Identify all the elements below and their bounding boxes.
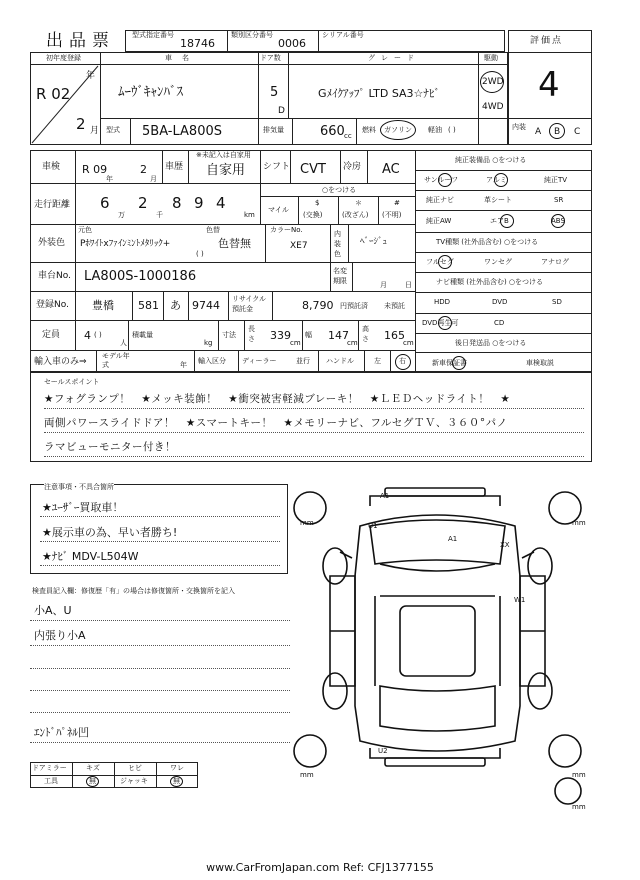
reg-area: 豊橋 <box>92 299 114 312</box>
color-change-value: 色替無 <box>218 237 251 250</box>
color-no-value: XE7 <box>290 241 308 251</box>
mileage-label: 走行距離 <box>34 200 71 210</box>
name-change-month: 月 <box>380 281 387 289</box>
missing-tools: 工具 <box>44 777 58 785</box>
model-designation-value: 18746 <box>180 37 215 50</box>
reg-number: 9744 <box>192 299 220 312</box>
diag-mm-5: mm <box>572 803 586 811</box>
int-color-value: ﾍﾞｰｼﾞｭ <box>360 237 388 247</box>
mileage-unknown-bot: (不明) <box>382 211 402 219</box>
mileage-exchange-bot: (交換) <box>303 211 323 219</box>
notes-label: 注意事項・不具合箇所 <box>44 483 114 491</box>
int-color-label: 内装色 <box>334 230 341 258</box>
notes-line-3: ★ﾅﾋﾞ MDV-L504W <box>42 550 139 563</box>
name-change-label: 名変期限 <box>333 267 347 285</box>
navi-dvd-play-circle <box>438 316 452 330</box>
color-value: Pﾎﾜｲﾄxﾌｧｲﾝﾐﾝﾄﾒﾀﾘｯｸ+ <box>80 239 171 249</box>
first-reg-month: 2 <box>76 115 86 133</box>
capacity-value: 4 <box>84 329 91 342</box>
missing-jack-mark: 無 <box>173 777 180 785</box>
tv-type-label: TV種類 (社外品含む) ○をつける <box>436 238 539 246</box>
tv-oneseg: ワンセグ <box>484 258 512 266</box>
genuine-equip-label: 純正装備品 ○をつける <box>455 156 527 164</box>
fuel-label: 燃料 <box>362 126 376 134</box>
usage-label: 車歴 <box>165 162 184 172</box>
equip-sr: SR <box>554 196 564 204</box>
height-value: 165 <box>384 329 405 342</box>
diag-u2: U2 <box>378 747 388 755</box>
import-parallel: 並行 <box>296 357 310 365</box>
inspector-label: 検査員記入欄：修復歴「有」の場合は修復箇所・交換箇所を記入 <box>32 587 235 595</box>
dim-label: 寸法 <box>222 331 236 339</box>
first-reg-year: R 02 <box>36 85 71 103</box>
diag-mm-1: mm <box>300 519 314 527</box>
navi-dvd: DVD <box>492 298 508 306</box>
doors-label: ドア数 <box>260 54 281 62</box>
equip-sunroof-circle <box>438 173 452 187</box>
eval-score: 4 <box>538 65 560 105</box>
fuel-gasoline: ガソリン <box>384 126 412 134</box>
mileage-sen: 千 <box>156 211 163 219</box>
drive-label: 駆動 <box>484 54 498 62</box>
inspector-line-3: ｴﾝﾄﾞﾊﾟﾈﾙ凹 <box>34 726 89 739</box>
chassis-label: 車台No. <box>38 271 71 281</box>
interior-b-circle <box>549 123 565 139</box>
diag-w1: W1 <box>514 596 526 604</box>
shaken-year: R 09 <box>82 163 108 176</box>
equip-abs: ABS <box>551 217 565 225</box>
footer-ref: www.CarFromJapan.com Ref: CFJ1377155 <box>206 861 434 874</box>
mileage-modified-top: ＊ <box>355 199 362 207</box>
car-name-label: 車名 <box>165 54 199 62</box>
equip-navi: 純正ナビ <box>426 196 454 204</box>
first-reg-label: 初年度登録 <box>46 54 81 62</box>
usage-value: 自家用 <box>206 163 246 178</box>
grade-label: グレード <box>368 54 420 62</box>
interior-c: C <box>574 127 581 137</box>
diag-a1-top: A1 <box>380 492 390 500</box>
displacement-value: 660 <box>320 124 345 139</box>
drive-4wd: 4WD <box>482 102 504 112</box>
navi-sd: SD <box>552 298 562 306</box>
mileage-digit-3: 8 <box>172 194 182 212</box>
color-change-paren: ( ) <box>196 250 204 258</box>
mileage-exchange-top: $ <box>315 199 320 207</box>
category-label: 類別区分番号 <box>231 31 273 39</box>
recycle-unit: 円預託済 <box>340 302 368 310</box>
mileage-km: km <box>244 211 255 219</box>
capacity-label: 定員 <box>42 330 61 340</box>
shaken-label: 車検 <box>42 162 61 172</box>
fuel-diesel: 軽油 <box>428 126 442 134</box>
first-reg-year-unit: 年 <box>86 71 96 81</box>
inspector-line-1: 小A、U <box>34 604 72 617</box>
ac-label: 冷房 <box>343 162 362 172</box>
door-type: D <box>278 106 285 116</box>
import-cat-label: 輸入区分 <box>198 357 226 365</box>
model-type-label: 型式 <box>106 126 120 134</box>
color-no-label: カラーNo. <box>270 226 303 234</box>
usage-note: ※未記入は自家用 <box>196 151 251 159</box>
length-label: 長さ <box>248 325 255 343</box>
cc-unit: cc <box>344 132 352 140</box>
missing-jack: ジャッキ <box>120 777 148 785</box>
send-manual: 車検取説 <box>526 359 554 367</box>
interior-a: A <box>535 127 542 137</box>
serial-label: シリアル番号 <box>322 31 364 39</box>
mileage-digit-2: 2 <box>138 194 148 212</box>
shaken-month: 2 <box>140 163 147 176</box>
name-change-day: 日 <box>405 281 412 289</box>
grade-value: Gﾒｲｸｱｯﾌﾟ LTD SA3☆ﾅﾋﾞ <box>318 87 440 100</box>
notes-line-2: ★展示車の為、早い者勝ち! <box>42 526 178 539</box>
reg-label: 登録No. <box>36 300 69 310</box>
missing-crack: ヒビ <box>128 764 142 772</box>
capacity-paren: ( ) <box>94 331 102 339</box>
shift-label: シフト <box>263 162 291 172</box>
mileage-circle-note: ○をつける <box>322 186 357 194</box>
color-label: 外装色 <box>38 238 66 248</box>
model-designation-label: 型式指定番号 <box>132 31 174 39</box>
handle-left: 左 <box>374 357 381 365</box>
category-value: 0006 <box>278 37 306 50</box>
diag-mm-2: mm <box>572 519 586 527</box>
equip-airbag: エアB <box>490 217 509 225</box>
tv-analog: アナログ <box>541 258 569 266</box>
shift-value: CVT <box>300 162 326 177</box>
width-value: 147 <box>328 329 349 342</box>
capacity-unit: 人 <box>120 339 127 347</box>
equip-alumi-circle <box>494 173 508 187</box>
diag-a1-mid: A1 <box>448 535 458 543</box>
mileage-modified-bot: (改ざん) <box>342 211 369 219</box>
sheet-title: 出品票 <box>46 31 115 51</box>
reg-class: 581 <box>138 299 159 312</box>
diag-xx: XX <box>500 541 510 549</box>
orig-color-label: 元色 <box>78 226 92 234</box>
drive-2wd: 2WD <box>482 77 504 87</box>
car-damage-diagram <box>290 486 590 816</box>
mileage-digit-1: 6 <box>100 194 110 212</box>
equip-sunroof: サンルーフ <box>424 176 459 184</box>
shaken-year-unit: 年 <box>106 175 113 183</box>
length-value: 339 <box>270 329 291 342</box>
send-warranty: 新車保証書 <box>432 359 467 367</box>
fuel-gasoline-circle <box>380 120 416 140</box>
width-cm: cm <box>347 339 358 347</box>
equip-tv: 純正TV <box>544 176 568 184</box>
import-label: 輸入車のみ⇒ <box>34 357 87 367</box>
drive-2wd-circle <box>480 71 504 93</box>
send-later-label: 後日発送品 ○をつける <box>455 339 527 347</box>
shaken-month-unit: 月 <box>150 175 157 183</box>
tv-fullseg-circle <box>438 255 452 269</box>
equip-abs-circle <box>551 214 565 228</box>
sales-line-3: ラマビューモニター付き！ <box>44 441 176 453</box>
interior-label: 内装 <box>512 123 526 131</box>
mileage-digit-5: 4 <box>216 194 226 212</box>
missing-break: ワレ <box>170 764 184 772</box>
interior-b: B <box>554 127 561 137</box>
mileage-man: 万 <box>118 211 125 219</box>
diag-mm-4: mm <box>572 771 586 779</box>
import-dealer: ディーラー <box>242 357 277 365</box>
diag-u1: U1 <box>368 522 378 530</box>
first-reg-month-unit: 月 <box>90 126 100 136</box>
recycle-value: 8,790 <box>302 299 334 312</box>
recycle-label: リサイクル預託金 <box>232 295 267 313</box>
handle-right: 右 <box>399 357 406 365</box>
mileage-digit-4: 9 <box>194 194 204 212</box>
fuel-other: ( ) <box>448 126 456 134</box>
navi-cd: CD <box>494 319 505 327</box>
load-kg: kg <box>204 339 213 347</box>
missing-tools-circle <box>86 776 99 787</box>
reg-kana: あ <box>170 299 181 312</box>
navi-dvd-play: DVD再生可 <box>422 319 459 327</box>
width-label: 幅 <box>305 331 312 339</box>
load-label: 積載量 <box>132 331 153 339</box>
handle-right-circle <box>395 354 411 370</box>
height-cm: cm <box>403 339 414 347</box>
displacement-label: 排気量 <box>263 126 284 134</box>
model-year-unit: 年 <box>180 361 187 369</box>
car-name-value: ﾑｰｳﾞｷｬﾝﾊﾞｽ <box>118 85 183 100</box>
inspector-line-2: 内張り小A <box>34 629 86 642</box>
notes-line-1: ★ﾕｰｻﾞｰ買取車！ <box>42 501 124 514</box>
tv-fullseg: フルセグ <box>426 258 454 266</box>
send-warranty-circle <box>452 356 466 370</box>
missing-tools-mark: 無 <box>89 777 96 785</box>
mileage-mile: マイル <box>268 206 289 214</box>
equip-aw: 純正AW <box>426 217 452 225</box>
missing-scratch: キズ <box>86 764 100 772</box>
navi-hdd: HDD <box>434 298 451 306</box>
equip-alumi: アルミ <box>486 176 507 184</box>
eval-label: 評価点 <box>530 36 564 46</box>
missing-jack-circle <box>170 776 183 787</box>
doors-value: 5 <box>270 85 279 100</box>
recycle-none: 未預託 <box>384 302 405 310</box>
sales-line-2: 両側パワースライドドア！ ★スマートキー！ ★メモリーナビ、フルセグＴＶ、３６０°パノ <box>44 417 508 429</box>
sales-label: セールスポイント <box>44 378 100 386</box>
navi-type-label: ナビ種類 (社外品含む) ○をつける <box>436 278 544 286</box>
diag-mm-3: mm <box>300 771 314 779</box>
model-year-label: モデル年式 <box>102 352 130 369</box>
sales-line-1: ★フォグランプ！ ★メッキ装飾！ ★衝突被害軽減ブレーキ！ ★ＬＥＤヘッドライト！ ★ <box>44 393 511 405</box>
height-label: 高さ <box>362 325 369 343</box>
length-cm: cm <box>290 339 301 347</box>
equip-airbag-circle <box>500 214 514 228</box>
mileage-unknown-top: # <box>394 199 400 207</box>
handle-label: ハンドル <box>326 357 354 365</box>
chassis-value: LA800S-1000186 <box>84 269 197 284</box>
equip-leather: 革シート <box>484 196 512 204</box>
missing-door-mirror: ドアミラー <box>32 764 67 772</box>
model-type-value: 5BA-LA800S <box>142 124 222 139</box>
ac-value: AC <box>382 162 400 177</box>
color-change-label: 色替 <box>206 226 220 234</box>
